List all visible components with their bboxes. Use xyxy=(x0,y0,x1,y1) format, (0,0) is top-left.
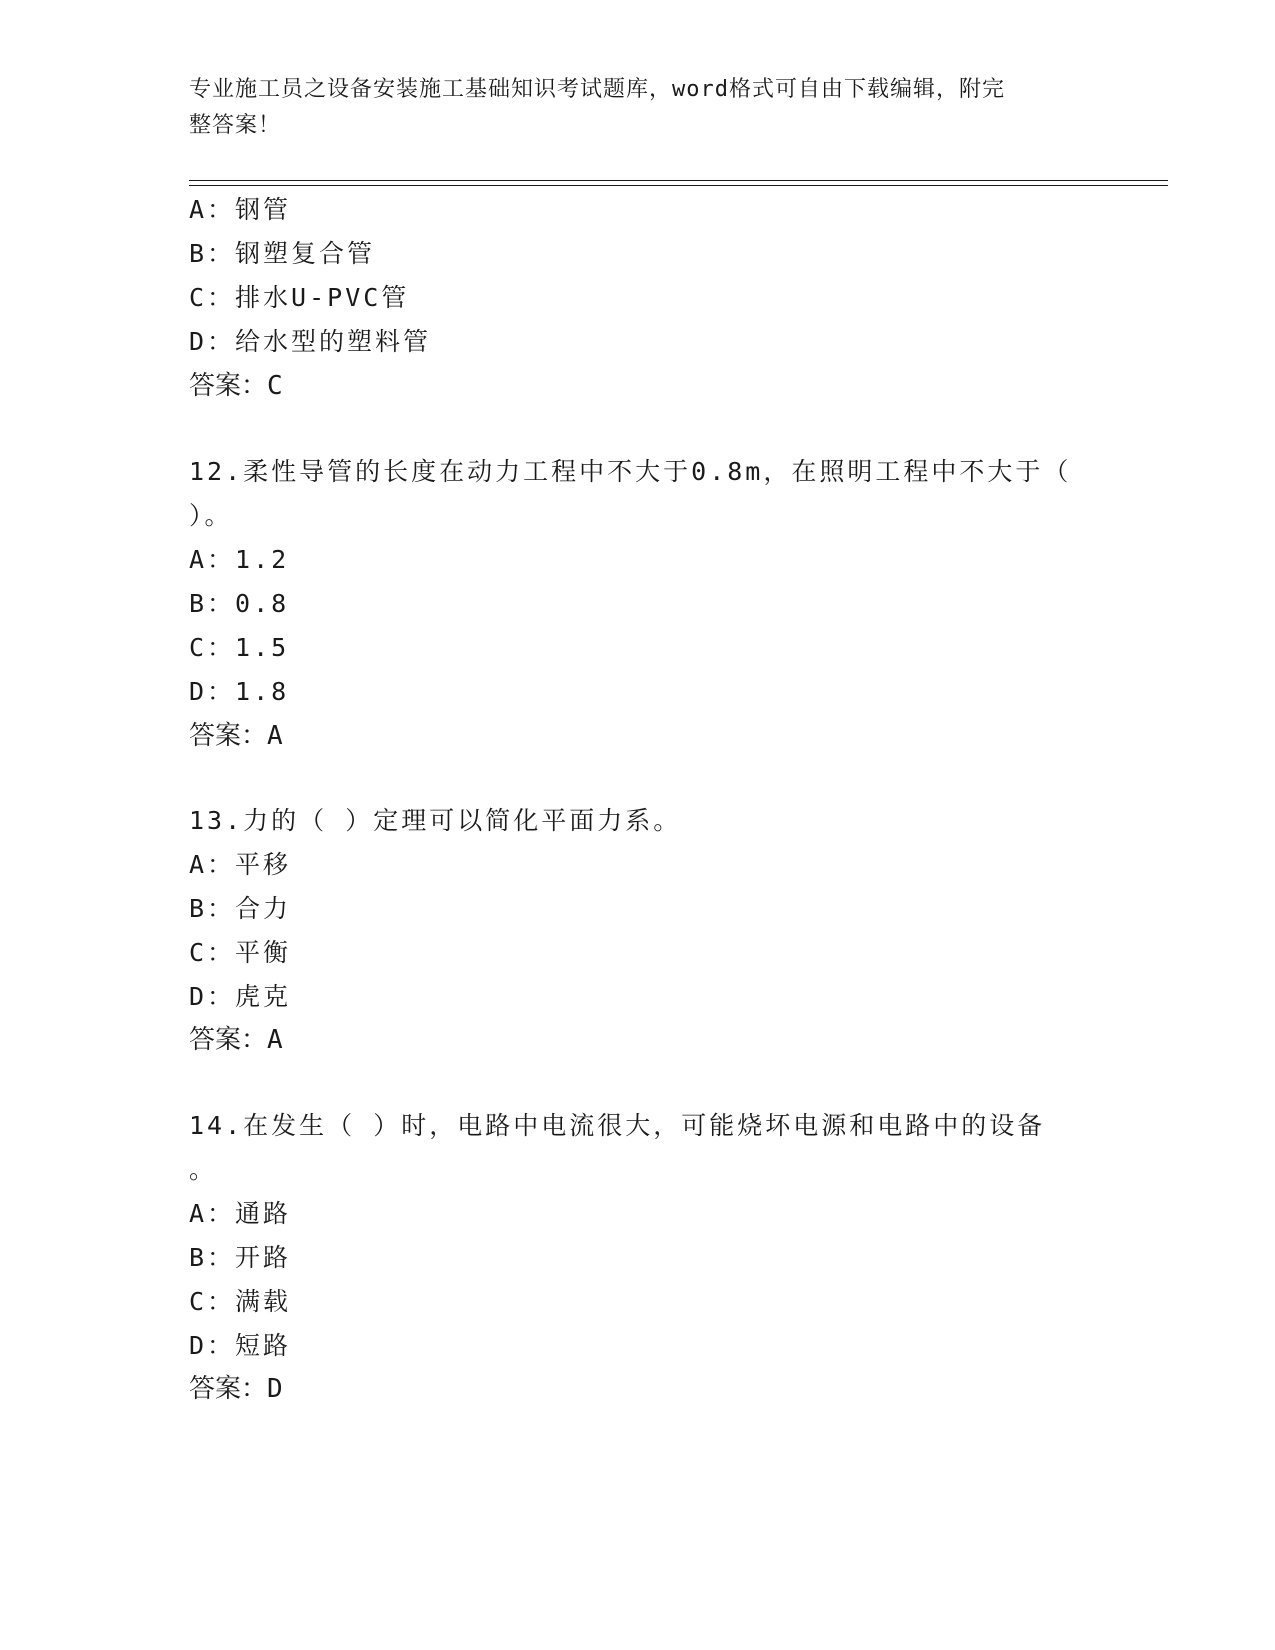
q11-answer xyxy=(189,370,283,402)
q12-option-b: B：0.8 xyxy=(189,589,290,618)
q12-option-a: A：1.2 xyxy=(189,545,290,574)
q12-answer-label: 答案： xyxy=(189,721,268,751)
q12-answer-value: A xyxy=(267,721,283,751)
document-header xyxy=(189,72,1089,144)
q11-option-d: D：给水型的塑料管 xyxy=(189,327,432,356)
q11-option-a: A：钢管 xyxy=(189,195,292,224)
q14-answer-value: D xyxy=(267,1374,283,1404)
q13-option-d: D：虎克 xyxy=(189,982,292,1011)
q13-option-b: B：合力 xyxy=(189,894,292,923)
q14-answer xyxy=(189,1373,283,1405)
q14-option-b: B：开路 xyxy=(189,1243,292,1272)
q14-option-c: C：满载 xyxy=(189,1287,292,1316)
q13-answer xyxy=(189,1024,283,1056)
q14-option-a: A：通路 xyxy=(189,1199,292,1228)
q14-stem-line-1: 14.在发生（ ）时，电路中电流很大，可能烧坏电源和电路中的设备 xyxy=(189,1111,1046,1140)
q14-stem-line-2: 。 xyxy=(189,1155,218,1184)
header-line-1: 专业施工员之设备安装施工基础知识考试题库，word格式可自由下载编辑，附完 xyxy=(189,77,1005,102)
q13-stem-line-1: 13.力的（ ）定理可以简化平面力系。 xyxy=(189,806,682,835)
q12-option-c: C：1.5 xyxy=(189,633,290,662)
q14-answer-label: 答案： xyxy=(189,1374,268,1404)
q13-answer-value: A xyxy=(267,1025,283,1055)
q13-option-c: C：平衡 xyxy=(189,938,292,967)
q12-option-d: D：1.8 xyxy=(189,677,290,706)
q12-stem-line-2: ）。 xyxy=(189,501,233,530)
q11-option-c: C：排水U-PVC管 xyxy=(189,283,410,312)
q12-stem-line-1: 12.柔性导管的长度在动力工程中不大于0.8m，在照明工程中不大于（ xyxy=(189,457,1072,486)
header-divider-top xyxy=(189,180,1168,181)
q13-option-a: A：平移 xyxy=(189,850,292,879)
q14-option-d: D：短路 xyxy=(189,1331,292,1360)
header-divider-bottom xyxy=(189,185,1168,186)
q11-answer-label: 答案： xyxy=(189,371,268,401)
q13-answer-label: 答案： xyxy=(189,1025,268,1055)
header-line-2: 整答案！ xyxy=(189,113,282,138)
q12-answer xyxy=(189,720,283,752)
q11-answer-value: C xyxy=(267,371,283,401)
q11-option-b: B：钢塑复合管 xyxy=(189,239,376,268)
